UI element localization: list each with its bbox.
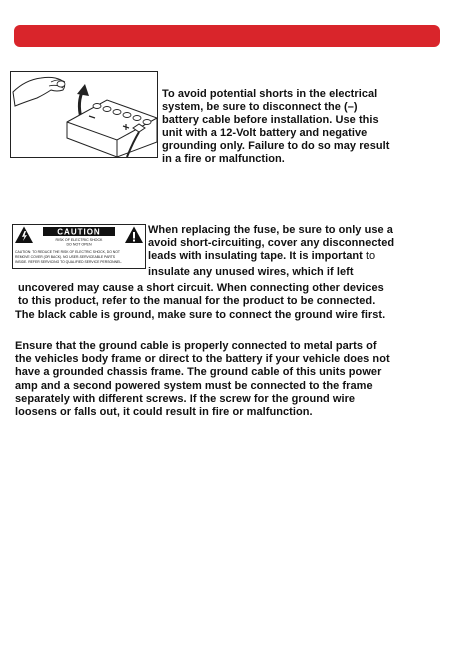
caution-title: CAUTION (57, 227, 101, 237)
para1-line: in a fire or malfunction. (162, 153, 285, 165)
caution-body: CAUTION: TO REDUCE THE RISK OF ELECTRIC SHOCK, DO NOT (15, 250, 120, 254)
para2-line: to this product, refer to the manual for the product to be connected. (18, 295, 376, 308)
caution-subtitle: DO NOT OPEN (66, 242, 92, 247)
para1-line: grounding only. Failure to do so may result (162, 140, 390, 152)
caution-body: REMOVE COVER (OR BACK). NO USER-SERVICEABLE PARTS (15, 255, 116, 259)
para3-line: Ensure that the ground cable is properly connected to metal parts of (15, 340, 377, 352)
para2-line: insulate any unused wires, which if left (148, 266, 354, 278)
para1-line: To avoid potential shorts in the electrical (162, 88, 378, 100)
para2-line: uncovered may cause a short circuit. When connecting other devices (18, 282, 384, 294)
para3-line: the vehicles body frame or direct to the battery if your vehicle does not (15, 353, 390, 366)
para1-line: battery cable before installation. Use this (162, 114, 379, 126)
para1-line: unit with a 12-Volt battery and negative (162, 127, 368, 139)
para2-line3-normal: to (365, 250, 376, 262)
caution-label-graphic (13, 225, 145, 268)
para2-line: The black cable is ground, make sure to connect the ground wire first. (15, 308, 386, 321)
fuse-warning-paragraph-bottom (15, 282, 385, 322)
caution-label (12, 224, 146, 269)
battery-hand-icon (11, 72, 157, 157)
para3-line: loosens or falls out, it could result in fire or malfunction. (15, 406, 313, 419)
battery-disconnect-illustration (10, 71, 158, 158)
ground-cable-paragraph (15, 340, 390, 419)
para2-line (148, 250, 394, 263)
header-bar (14, 25, 440, 47)
para2-line3-bold: leads with insulating tape. It is important (148, 250, 366, 262)
fuse-warning-paragraph-top (148, 224, 394, 263)
para3-line: amp and a second powered system must be connected to the frame (15, 379, 373, 392)
para2-line: When replacing the fuse, be sure to only use a (148, 224, 393, 236)
battery-warning-paragraph (162, 88, 389, 166)
para1-line: system, be sure to disconnect the (–) (162, 101, 358, 113)
para2-line: avoid short-circuiting, cover any disconnected (148, 237, 395, 249)
para3-line: separately with different screws. If the screw for the ground wire (15, 392, 356, 405)
caution-body: INSIDE. REFER SERVICING TO QUALIFIED SERVICE PERSONNEL. (15, 260, 123, 264)
para3-line: have a grounded chassis frame. The ground cable of this units power (15, 366, 382, 379)
caution-subtitle: RISK OF ELECTRIC SHOCK (55, 238, 103, 242)
